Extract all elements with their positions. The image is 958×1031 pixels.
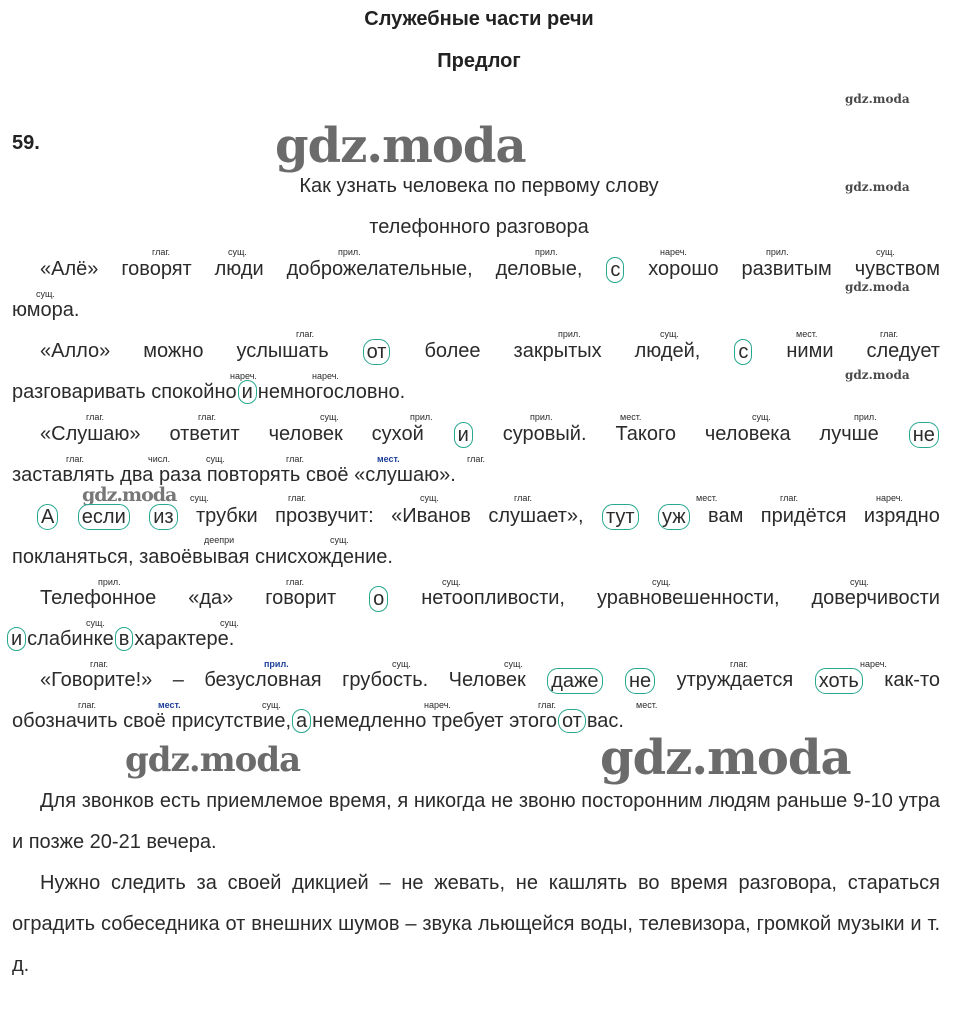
particle-circle: хоть <box>815 668 863 694</box>
pos-tag: прил. <box>264 659 289 669</box>
pos-tag: сущ. <box>330 535 349 545</box>
pos-tag: сущ. <box>392 659 411 669</box>
pos-tag: мест. <box>377 454 400 464</box>
pos-tag: прил. <box>558 329 581 339</box>
preposition-circle: в <box>115 627 134 651</box>
answer-paragraph: Для звонков есть приемлемое время, я никогда не звоню посторонним людям раньше 9-10 утра и позже 20-21 вечера. <box>12 790 940 853</box>
pos-tag: мест. <box>696 493 718 503</box>
text-line: разговаривать спокойно и немногословно. <box>12 381 406 403</box>
pos-tag: прил. <box>535 247 558 257</box>
topic-title: Предлог <box>437 50 521 72</box>
pos-tag: сущ. <box>660 329 679 339</box>
pos-tag: сущ. <box>190 493 209 503</box>
particle-circle: уж <box>658 504 690 530</box>
pos-tag: глаг. <box>880 329 899 339</box>
pos-tag: прил. <box>410 412 433 422</box>
pos-tag: глаг. <box>514 493 533 503</box>
pos-tag: прил. <box>766 247 789 257</box>
text-line: покланяться, завоёвывая снисхождение. <box>12 546 393 568</box>
watermark-small: gdz.moda <box>845 92 910 106</box>
pos-tag: глаг. <box>198 412 217 422</box>
exercise-number: 59. <box>12 132 40 154</box>
pos-tag: нареч. <box>312 371 339 381</box>
conjunction-circle: и <box>454 422 473 448</box>
particle-circle: не <box>625 668 655 694</box>
preposition-circle: с <box>734 339 752 365</box>
pos-tag: глаг. <box>286 454 305 464</box>
pos-tag: глаг. <box>780 493 799 503</box>
exercise-title-line-1: Как узнать человека по первому слову <box>299 175 659 197</box>
pos-tag: сущ. <box>420 493 439 503</box>
pos-tag: глаг. <box>467 454 486 464</box>
pos-tag: сущ. <box>850 577 869 587</box>
particle-circle: не <box>909 422 939 448</box>
text-line: Телефонное «да» говорит о нетоопливости, уравновешенности, доверчивости <box>40 587 940 610</box>
text-line: «Алё» говорят люди доброжелательные, деловые, с хорошо развитым чувством <box>40 258 940 281</box>
pos-tag: мест. <box>796 329 818 339</box>
conjunction-circle: а <box>292 709 311 733</box>
pos-tag: глаг. <box>730 659 749 669</box>
pos-tag: нареч. <box>876 493 903 503</box>
pos-tag: глаг. <box>296 329 315 339</box>
text-line: и слабинке в характере. <box>6 627 234 651</box>
pos-tag: нареч. <box>230 371 257 381</box>
watermark-logo: gdz.moda <box>275 118 526 174</box>
exercise-title-line-2: телефонного разговора <box>369 216 589 238</box>
preposition-circle: о <box>369 586 388 612</box>
pos-tag: нареч. <box>660 247 687 257</box>
pos-tag: глаг. <box>286 577 305 587</box>
watermark-logo: gdz.moda <box>125 740 301 780</box>
pos-tag: прил. <box>854 412 877 422</box>
pos-tag: прил. <box>98 577 121 587</box>
pos-tag: числ. <box>148 454 170 464</box>
pos-tag: сущ. <box>220 618 239 628</box>
pos-tag: сущ. <box>36 289 55 299</box>
watermark-small: gdz.moda <box>845 368 910 382</box>
pos-tag: мест. <box>158 700 181 710</box>
text-line: обозначить своё присутствие, а немедленно требует этого от вас. <box>12 710 624 732</box>
pos-tag: глаг. <box>78 700 97 710</box>
pos-tag: глаг. <box>152 247 171 257</box>
preposition-circle: от <box>363 339 391 365</box>
pos-tag: сущ. <box>752 412 771 422</box>
pos-tag: сущ. <box>876 247 895 257</box>
pos-tag: сущ. <box>504 659 523 669</box>
pos-tag: мест. <box>636 700 658 710</box>
watermark-small: gdz.moda <box>845 180 910 194</box>
pos-tag: глаг. <box>538 700 557 710</box>
pos-tag: деепри <box>204 535 235 545</box>
preposition-circle: с <box>606 257 624 283</box>
pos-tag: нареч. <box>424 700 451 710</box>
pos-tag: глаг. <box>86 412 105 422</box>
text-line: юмора. <box>12 299 80 321</box>
conjunction-circle: А <box>37 504 58 530</box>
particle-circle: тут <box>602 504 639 530</box>
text-line: А если из трубки прозвучит: «Иванов слушает», тут уж вам придётся изрядно <box>12 504 940 530</box>
text-line: «Слушаю» ответит человек сухой и суровый. Такого человека лучше не <box>12 422 940 448</box>
pos-tag: прил. <box>338 247 361 257</box>
text-line: «Алло» можно услышать от более закрытых людей, с ними следует <box>40 340 940 363</box>
preposition-circle: от <box>558 709 586 733</box>
preposition-circle: из <box>149 504 177 530</box>
conjunction-circle: если <box>78 504 130 530</box>
pos-tag: глаг. <box>288 493 307 503</box>
pos-tag: глаг. <box>90 659 109 669</box>
watermark-logo: gdz.moda <box>600 730 851 786</box>
pos-tag: сущ. <box>86 618 105 628</box>
section-title: Служебные части речи <box>364 8 594 30</box>
answer-paragraph: Нужно следить за своей дикцией – не жевать, не кашлять во время разговора, стараться оградить собеседника от внешних шумов – звука льющейся воды, телевизора, громкой музыки и т. д. <box>12 872 940 976</box>
pos-tag: прил. <box>530 412 553 422</box>
conjunction-circle: и <box>238 380 257 404</box>
watermark-small: gdz.moda <box>82 484 177 506</box>
conjunction-circle: и <box>7 627 26 651</box>
pos-tag: нареч. <box>860 659 887 669</box>
pos-tag: глаг. <box>66 454 85 464</box>
pos-tag: сущ. <box>262 700 281 710</box>
pos-tag: сущ. <box>442 577 461 587</box>
text-line: заставлять два раза повторять своё «слушаю». <box>12 464 456 486</box>
particle-circle: даже <box>547 668 602 694</box>
pos-tag: мест. <box>620 412 642 422</box>
pos-tag: сущ. <box>228 247 247 257</box>
pos-tag: сущ. <box>206 454 225 464</box>
watermark-small: gdz.moda <box>845 280 910 294</box>
pos-tag: сущ. <box>320 412 339 422</box>
text-line: «Говорите!» – безусловная грубость. Человек даже не утруждается хоть как-то <box>40 669 940 692</box>
pos-tag: сущ. <box>652 577 671 587</box>
